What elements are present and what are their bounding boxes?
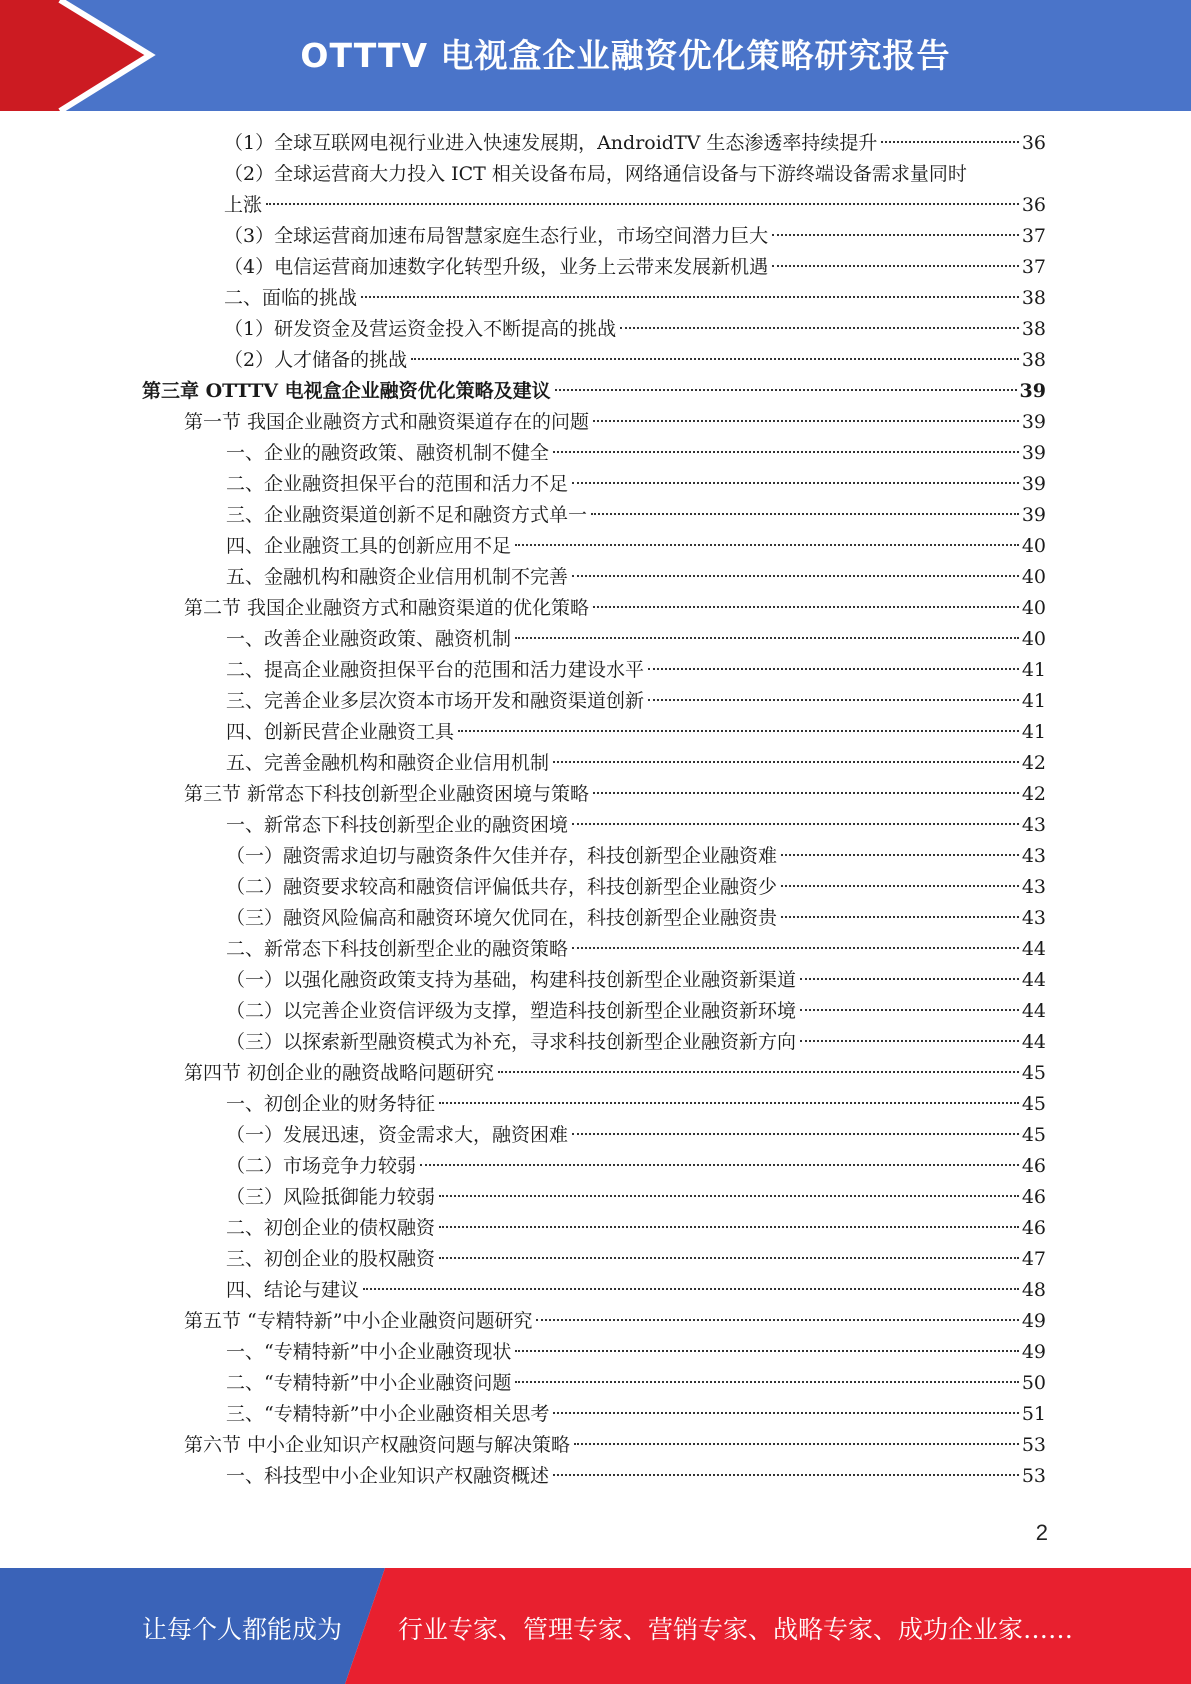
toc-section[interactable]: 第六节 中小企业知识产权融资问题与解决策略 53 xyxy=(184,1434,1046,1456)
toc-entry[interactable]: （二）市场竞争力较弱 46 xyxy=(226,1155,1046,1177)
report-title: OTTTV 电视盒企业融资优化策略研究报告 xyxy=(300,36,951,75)
toc-entry[interactable]: （三）融资风险偏高和融资环境欠优同在，科技创新型企业融资贵 43 xyxy=(226,907,1046,929)
toc-entry[interactable]: 一、初创企业的财务特征 45 xyxy=(226,1093,1046,1115)
toc-entry[interactable]: （一）以强化融资政策支持为基础，构建科技创新型企业融资新渠道 44 xyxy=(226,969,1046,991)
toc-entry[interactable]: 五、金融机构和融资企业信用机制不完善 40 xyxy=(226,566,1046,588)
toc-entry[interactable]: 二、初创企业的债权融资 46 xyxy=(226,1217,1046,1239)
toc-entry[interactable]: 四、企业融资工具的创新应用不足 40 xyxy=(226,535,1046,557)
toc-entry[interactable]: （4）电信运营商加速数字化转型升级，业务上云带来发展新机遇 37 xyxy=(224,256,1046,278)
toc-entry[interactable]: 二、“专精特新”中小企业融资问题 50 xyxy=(226,1372,1046,1394)
toc-entry[interactable]: 三、初创企业的股权融资 47 xyxy=(226,1248,1046,1270)
toc-entry[interactable]: 一、科技型中小企业知识产权融资概述 53 xyxy=(226,1465,1046,1487)
toc-entry[interactable]: （1）全球互联网电视行业进入快速发展期，AndroidTV 生态渗透率持续提升 36 xyxy=(224,132,1046,154)
footer-slogan-left: 让每个人都能成为 xyxy=(142,1615,343,1644)
toc-entry[interactable]: （2）人才储备的挑战 38 xyxy=(224,349,1046,371)
toc-entry[interactable]: （一）融资需求迫切与融资条件欠佳并存，科技创新型企业融资难 43 xyxy=(226,845,1046,867)
toc-entry[interactable]: 二、提高企业融资担保平台的范围和活力建设水平 41 xyxy=(226,659,1046,681)
toc-entry[interactable]: （一）发展迅速，资金需求大，融资困难 45 xyxy=(226,1124,1046,1146)
toc-entry[interactable]: 一、“专精特新”中小企业融资现状 49 xyxy=(226,1341,1046,1363)
toc-entry[interactable]: （1）研发资金及营运资金投入不断提高的挑战 38 xyxy=(224,318,1046,340)
toc-section[interactable]: 第一节 我国企业融资方式和融资渠道存在的问题 39 xyxy=(184,411,1046,433)
toc-entry[interactable]: 二、新常态下科技创新型企业的融资策略 44 xyxy=(226,938,1046,960)
toc-entry[interactable]: （二）以完善企业资信评级为支撑，塑造科技创新型企业融资新环境 44 xyxy=(226,1000,1046,1022)
toc-section[interactable]: 第二节 我国企业融资方式和融资渠道的优化策略 40 xyxy=(184,597,1046,619)
toc-entry[interactable]: （三）风险抵御能力较弱 46 xyxy=(226,1186,1046,1208)
toc-section[interactable]: 第三节 新常态下科技创新型企业融资困境与策略 42 xyxy=(184,783,1046,805)
toc-entry[interactable]: 上涨 36 xyxy=(224,194,1046,216)
toc-chapter[interactable]: 第三章 OTTTV 电视盒企业融资优化策略及建议 39 xyxy=(142,380,1046,402)
toc-entry[interactable]: 三、完善企业多层次资本市场开发和融资渠道创新 41 xyxy=(226,690,1046,712)
page-footer xyxy=(0,1568,1191,1684)
toc-section[interactable]: 第四节 初创企业的融资战略问题研究 45 xyxy=(184,1062,1046,1084)
toc-entry[interactable]: 三、企业融资渠道创新不足和融资方式单一 39 xyxy=(226,504,1046,526)
toc-entry[interactable]: （3）全球运营商加速布局智慧家庭生态行业，市场空间潜力巨大 37 xyxy=(224,225,1046,247)
toc-entry[interactable]: 四、创新民营企业融资工具 41 xyxy=(226,721,1046,743)
page-header xyxy=(0,0,1191,111)
toc-entry[interactable]: （2）全球运营商大力投入 ICT 相关设备布局，网络通信设备与下游终端设备需求量同时 xyxy=(224,163,967,185)
toc-entry[interactable]: 五、完善金融机构和融资企业信用机制 42 xyxy=(226,752,1046,774)
toc-entry[interactable]: 三、“专精特新”中小企业融资相关思考 51 xyxy=(226,1403,1046,1425)
toc-entry[interactable]: （二）融资要求较高和融资信评偏低共存，科技创新型企业融资少 43 xyxy=(226,876,1046,898)
toc-entry[interactable]: 一、改善企业融资政策、融资机制 40 xyxy=(226,628,1046,650)
footer-slogan-right: 行业专家、管理专家、营销专家、战略专家、成功企业家…… xyxy=(398,1615,1074,1644)
page-number: 2 xyxy=(1035,1520,1048,1545)
toc-entry[interactable]: 四、结论与建议 48 xyxy=(226,1279,1046,1301)
toc-entry[interactable]: （三）以探索新型融资模式为补充，寻求科技创新型企业融资新方向 44 xyxy=(226,1031,1046,1053)
toc-entry[interactable]: 一、企业的融资政策、融资机制不健全 39 xyxy=(226,442,1046,464)
toc-entry[interactable]: 二、面临的挑战 38 xyxy=(224,287,1046,309)
toc-section[interactable]: 第五节 “专精特新”中小企业融资问题研究 49 xyxy=(184,1310,1046,1332)
toc-entry[interactable]: 一、新常态下科技创新型企业的融资困境 43 xyxy=(226,814,1046,836)
toc-entry[interactable]: 二、企业融资担保平台的范围和活力不足 39 xyxy=(226,473,1046,495)
